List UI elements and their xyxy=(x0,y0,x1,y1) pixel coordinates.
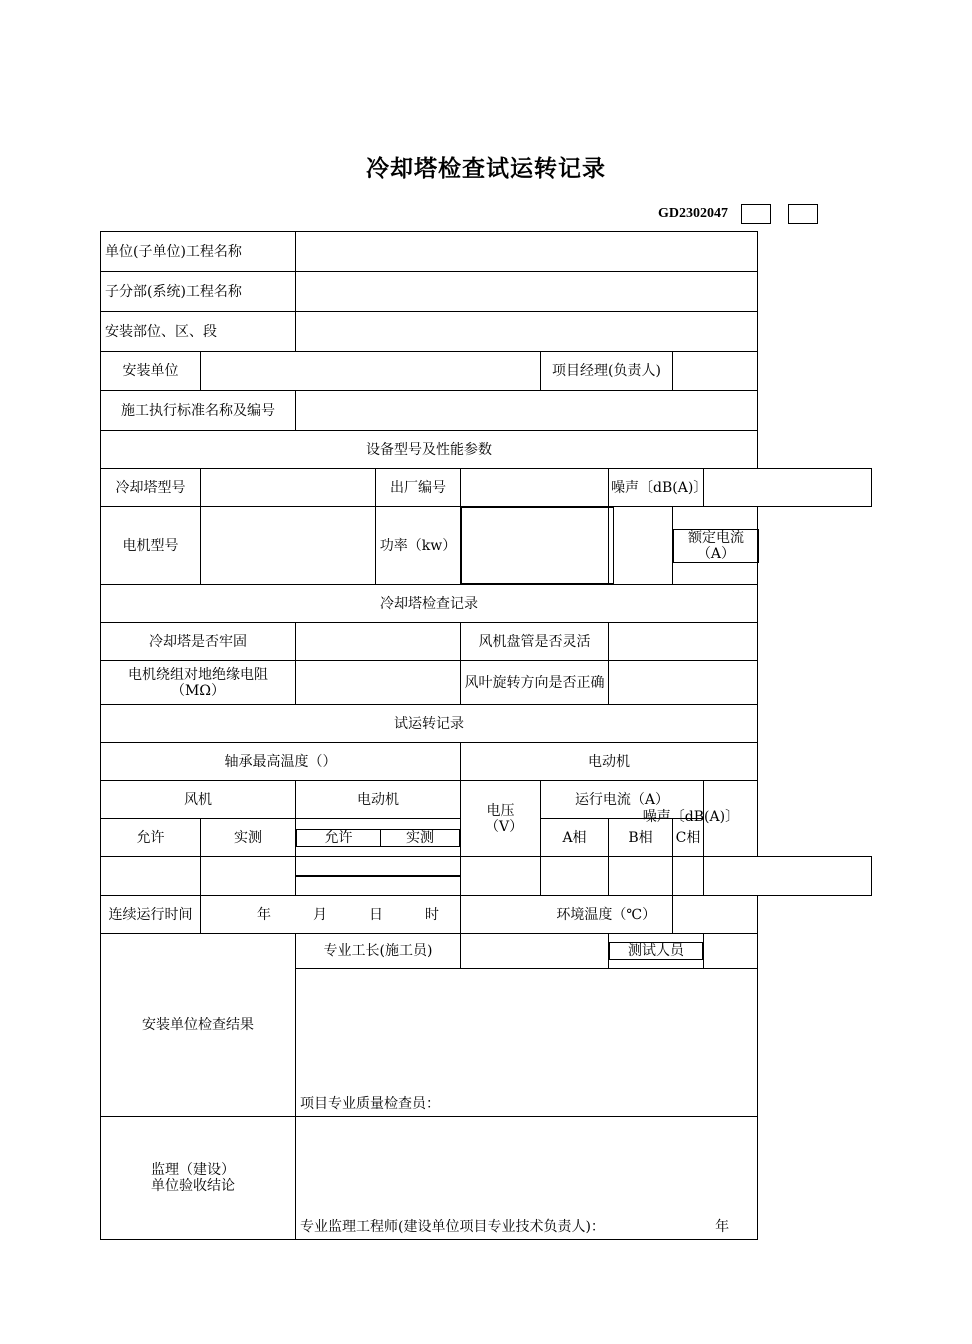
install-result-label: 安装单位检查结果 xyxy=(101,934,296,1117)
tester-field[interactable] xyxy=(704,934,758,969)
fan-header: 风机 xyxy=(101,781,296,819)
supervision-field[interactable] xyxy=(296,1117,758,1240)
bearing-temp-header: 轴承最高温度（） xyxy=(101,743,461,781)
factory-no-field[interactable] xyxy=(461,469,609,507)
supervision-label-line2: 单位验收结论 xyxy=(151,1178,235,1194)
ambient-label: 环境温度（℃） xyxy=(541,896,673,934)
motor-model-field[interactable] xyxy=(201,507,376,585)
fan-measured-header: 实测 xyxy=(201,819,296,857)
insulation-field[interactable] xyxy=(296,661,461,705)
tester-group xyxy=(609,934,704,969)
motor-sub-split xyxy=(296,829,460,847)
phase-a-header: A相 xyxy=(541,819,609,857)
motor-measured-value[interactable] xyxy=(381,876,460,877)
noise-label: 噪声〔dB(A)〕 xyxy=(609,469,704,507)
engineer-label: 专业监理工程师(建设单位项目专业技术负责人)： xyxy=(300,1219,605,1235)
motor-measured-header: 实测 xyxy=(381,829,460,846)
code-box-1[interactable] xyxy=(741,204,771,224)
power-field[interactable] xyxy=(462,508,614,584)
motor-allow-value[interactable] xyxy=(297,876,381,877)
rated-voltage-field[interactable] xyxy=(609,507,673,585)
rated-current-split xyxy=(673,529,759,563)
foreman-label: 专业工长(施工员) xyxy=(296,934,461,969)
rated-current-label: 额定电流（A） xyxy=(674,529,759,562)
inspector-label: 项目专业质量检查员： xyxy=(300,1096,440,1112)
phase-b-header: B相 xyxy=(609,819,673,857)
motor-values-split xyxy=(296,875,460,877)
power-label: 功率（kw） xyxy=(376,507,461,585)
install-location-label: 安装部位、区、段 xyxy=(101,312,296,352)
motor-sub-group xyxy=(296,819,461,857)
standard-field[interactable] xyxy=(296,391,758,431)
motor-sub-header: 电动机 xyxy=(296,781,461,819)
sub-project-field[interactable] xyxy=(296,272,758,312)
doc-code: GD2302047 xyxy=(658,206,728,221)
inspection-section-header: 冷却塔检查记录 xyxy=(101,585,758,623)
month-unit: 月 xyxy=(313,906,327,923)
motor-header: 电动机 xyxy=(461,743,758,781)
voltage-value[interactable] xyxy=(461,857,541,896)
fan-allow-value[interactable] xyxy=(101,857,201,896)
supervision-year: 年 xyxy=(715,1219,730,1235)
factory-no-label: 出厂编号 xyxy=(376,469,461,507)
firm-field[interactable] xyxy=(296,623,461,661)
rated-current-group xyxy=(673,507,758,585)
tester-split xyxy=(609,942,703,960)
power-voltage-group xyxy=(461,507,609,585)
fan-coil-field[interactable] xyxy=(609,623,758,661)
trial-noise-value[interactable] xyxy=(704,857,872,896)
fan-measured-value[interactable] xyxy=(201,857,296,896)
motor-model-label: 电机型号 xyxy=(101,507,201,585)
supervision-label-line1: 监理（建设） xyxy=(151,1162,235,1178)
install-unit-field[interactable] xyxy=(201,352,541,391)
voltage-header: 电压（V） xyxy=(461,781,541,857)
standard-label: 施工执行标准名称及编号 xyxy=(101,391,296,431)
power-voltage-split xyxy=(461,507,614,584)
tester-label: 测试人员 xyxy=(610,943,703,960)
tower-model-field[interactable] xyxy=(201,469,376,507)
project-manager-label: 项目经理(负责人) xyxy=(541,352,673,391)
record-form xyxy=(100,231,872,1240)
unit-project-label: 单位(子单位)工程名称 xyxy=(101,232,296,272)
params-section-header: 设备型号及性能参数 xyxy=(101,431,758,469)
trial-noise-header: 噪声〔dB(A)〕 xyxy=(642,809,740,825)
foreman-field[interactable] xyxy=(461,934,609,969)
run-time-label: 连续运行时间 xyxy=(101,896,201,934)
insulation-label: 电机绕组对地绝缘电阻（MΩ） xyxy=(101,661,296,705)
phase-c-header: C相 xyxy=(673,819,704,857)
trial-section-header: 试运转记录 xyxy=(101,705,758,743)
code-box-2[interactable] xyxy=(788,204,818,224)
page-title: 冷却塔检查试运转记录 xyxy=(366,155,606,182)
phase-b-value[interactable] xyxy=(609,857,673,896)
install-location-field[interactable] xyxy=(296,312,758,352)
sub-project-label: 子分部(系统)工程名称 xyxy=(101,272,296,312)
phase-a-value[interactable] xyxy=(541,857,609,896)
install-result-field[interactable] xyxy=(296,969,758,1117)
phase-c-value[interactable] xyxy=(673,857,704,896)
fan-coil-label: 风机盘管是否灵活 xyxy=(461,623,609,661)
project-manager-field[interactable] xyxy=(673,352,758,391)
motor-allow-header: 允许 xyxy=(297,829,381,846)
blade-dir-field[interactable] xyxy=(609,661,758,705)
unit-project-field[interactable] xyxy=(296,232,758,272)
fan-allow-header: 允许 xyxy=(101,819,201,857)
blade-dir-label: 风叶旋转方向是否正确 xyxy=(461,661,609,705)
tower-model-label: 冷却塔型号 xyxy=(101,469,201,507)
run-current-header: 运行电流（A） xyxy=(541,781,704,819)
noise-field[interactable] xyxy=(704,469,872,507)
ambient-field[interactable] xyxy=(673,896,758,934)
motor-values-group xyxy=(296,857,461,896)
day-unit: 日 xyxy=(369,906,383,923)
run-time-field[interactable] xyxy=(201,896,461,934)
install-unit-label: 安装单位 xyxy=(101,352,201,391)
firm-label: 冷却塔是否牢固 xyxy=(101,623,296,661)
hour-unit: 时 xyxy=(425,906,439,923)
year-unit: 年 xyxy=(257,906,271,923)
supervision-label xyxy=(101,1117,296,1240)
